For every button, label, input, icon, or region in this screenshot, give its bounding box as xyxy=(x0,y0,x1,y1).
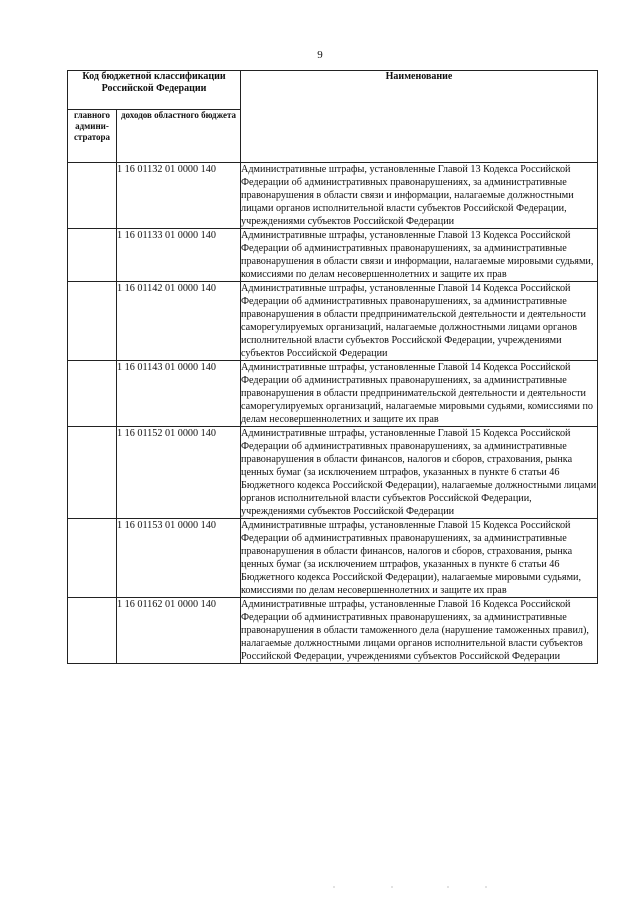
page-number: 9 xyxy=(317,49,323,61)
cell-main-administrator xyxy=(68,163,117,229)
table-row xyxy=(68,282,598,361)
cell-revenue-code: 1 16 01143 01 0000 140 xyxy=(117,361,241,427)
cell-revenue-code: 1 16 01132 01 0000 140 xyxy=(117,163,241,229)
cell-main-administrator xyxy=(68,598,117,664)
table-body xyxy=(68,163,598,664)
table-row xyxy=(68,427,598,519)
scan-speckles xyxy=(330,885,490,889)
table-row xyxy=(68,598,598,664)
cell-name: Административные штрафы, установленные Главой 15 Кодекса Российской Федерации об административных правонарушениях, за административные правонарушения в области финансов, налогов и сборов, страхования, рынка ценных бумаг (за исключением штрафов, указанных в пункте 6 статьи 46 Бюджетного кодекса Российской Федерации), налагаемые мировыми судьями, комиссиями по делам несовершеннолетних и защите их прав xyxy=(241,519,598,598)
cell-revenue-code: 1 16 01153 01 0000 140 xyxy=(117,519,241,598)
header-regional-budget-revenue: доходов областного бюджета xyxy=(117,110,241,163)
table-row xyxy=(68,229,598,282)
header-budget-classification-code: Код бюджетной классификации Российской Федерации xyxy=(68,71,241,110)
cell-main-administrator xyxy=(68,282,117,361)
cell-name: Административные штрафы, установленные Главой 16 Кодекса Российской Федерации об административных правонарушениях, за административные правонарушения в области таможенного дела (нарушение таможенных правил), налагаемые должностными лицами органов исполнительной власти субъектов Российской Федерации, учреждениями субъектов Российской Федерации xyxy=(241,598,598,664)
budget-classification-table xyxy=(67,70,598,664)
cell-revenue-code: 1 16 01152 01 0000 140 xyxy=(117,427,241,519)
header-name: Наименование xyxy=(241,71,598,163)
cell-main-administrator xyxy=(68,361,117,427)
cell-main-administrator xyxy=(68,519,117,598)
table-row xyxy=(68,361,598,427)
cell-revenue-code: 1 16 01142 01 0000 140 xyxy=(117,282,241,361)
cell-main-administrator xyxy=(68,229,117,282)
cell-name: Административные штрафы, установленные Главой 14 Кодекса Российской Федерации об административных правонарушениях, за административные правонарушения в области предпринимательской деятельности и деятельности саморегулируемых организаций, налагаемые должностными лицами органов исполнительной власти субъектов Российской Федерации, учреждениями субъектов Российской Федерации xyxy=(241,282,598,361)
cell-main-administrator xyxy=(68,427,117,519)
table-row xyxy=(68,163,598,229)
cell-name: Административные штрафы, установленные Главой 14 Кодекса Российской Федерации об административных правонарушениях, за административные правонарушения в области предпринимательской деятельности и деятельности саморегулируемых организаций, налагаемые мировыми судьями, комиссиями по делам несовершеннолетних и защите их прав xyxy=(241,361,598,427)
table-row xyxy=(68,519,598,598)
cell-name: Административные штрафы, установленные Главой 13 Кодекса Российской Федерации об административных правонарушениях, за административные правонарушения в области связи и информации, налагаемые должностными лицами органов исполнительной власти субъектов Российской Федерации, учреждениями субъектов Российской Федерации xyxy=(241,163,598,229)
cell-revenue-code: 1 16 01162 01 0000 140 xyxy=(117,598,241,664)
table-header-row xyxy=(68,71,598,110)
cell-name: Административные штрафы, установленные Главой 15 Кодекса Российской Федерации об административных правонарушениях, за административные правонарушения в области финансов, налогов и сборов, страхования, рынка ценных бумаг (за исключением штрафов, указанных в пункте 6 статьи 46 Бюджетного кодекса Российской Федерации), налагаемые должностными лицами органов исполнительной власти субъектов Российской Федерации, учреждениями субъектов Российской Федерации xyxy=(241,428,597,517)
header-main-administrator: главного админи-стратора xyxy=(68,110,117,163)
cell-name: Административные штрафы, установленные Главой 13 Кодекса Российской Федерации об административных правонарушениях, за административные правонарушения в области связи и информации, налагаемые мировыми судьями, комиссиями по делам несовершеннолетних и защите их прав xyxy=(241,229,598,282)
cell-revenue-code: 1 16 01133 01 0000 140 xyxy=(117,229,241,282)
